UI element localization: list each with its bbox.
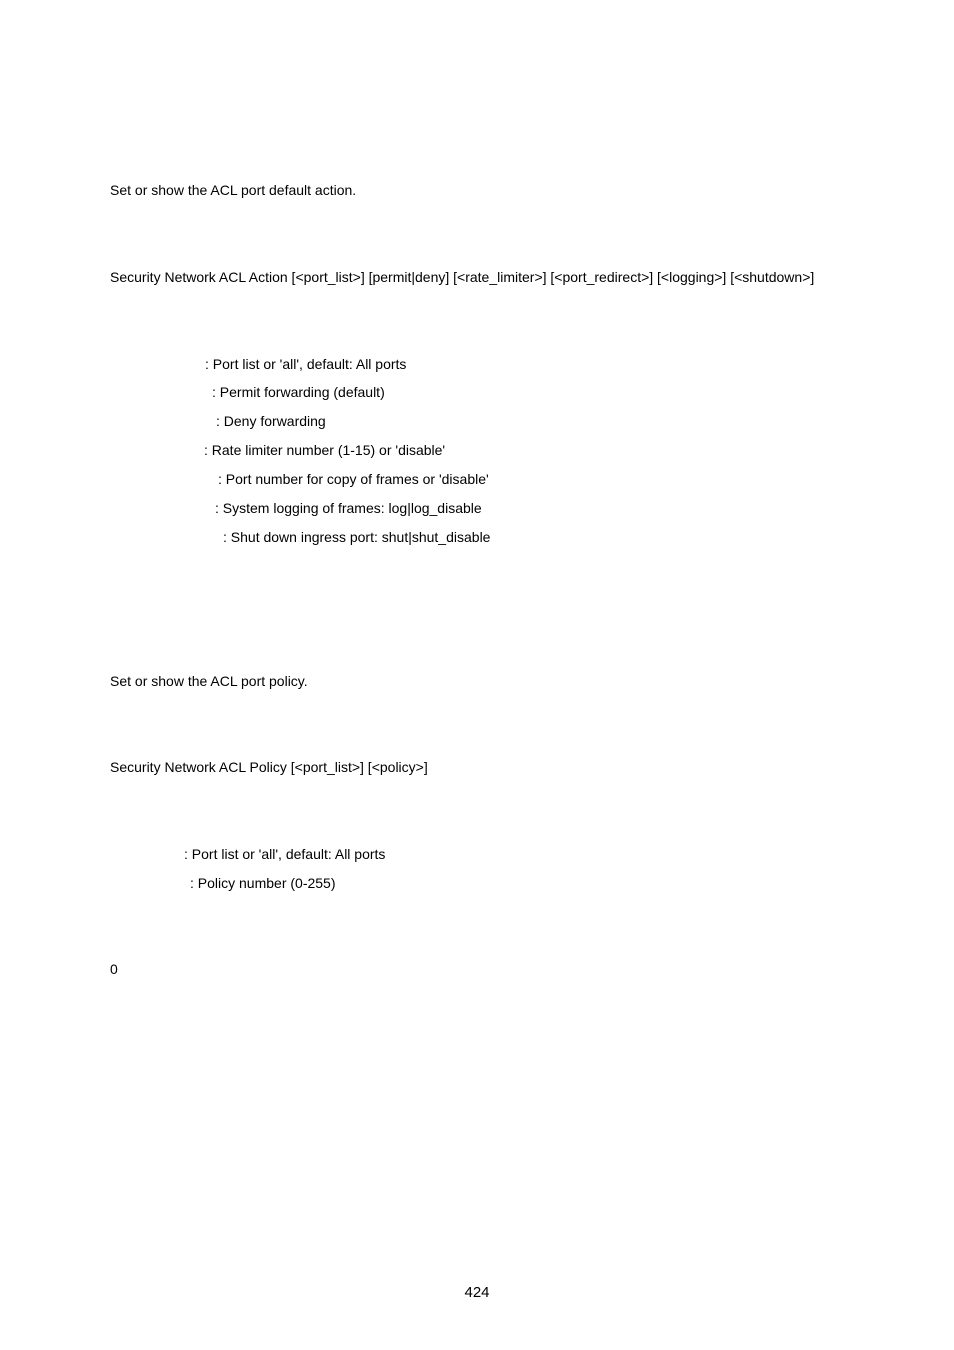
param-rate-limiter: : Rate limiter number (1-15) or 'disable' bbox=[204, 442, 446, 458]
page-number: 424 bbox=[464, 1284, 490, 1301]
acl-policy-syntax: Security Network ACL Policy [<port_list>] [<policy>] bbox=[110, 759, 428, 775]
param-logging: : System logging of frames: log|log_disable bbox=[215, 500, 482, 516]
acl-action-syntax: Security Network ACL Action [<port_list>] [permit|deny] [<rate_limiter>] [<port_redirect>] [<logging>] [<shutdown>] bbox=[110, 269, 815, 285]
param-permit: : Permit forwarding (default) bbox=[212, 384, 385, 400]
param-port-redirect: : Port number for copy of frames or 'disable' bbox=[218, 471, 489, 487]
param-deny: : Deny forwarding bbox=[216, 413, 326, 429]
param-policy-number: : Policy number (0-255) bbox=[190, 875, 336, 891]
param-shutdown: : Shut down ingress port: shut|shut_disable bbox=[223, 529, 491, 545]
param-port-list: : Port list or 'all', default: All ports bbox=[205, 356, 407, 372]
acl-policy-description: Set or show the ACL port policy. bbox=[110, 673, 308, 689]
default-value: 0 bbox=[110, 961, 118, 977]
acl-action-description: Set or show the ACL port default action. bbox=[110, 182, 357, 198]
param-policy-port-list: : Port list or 'all', default: All ports bbox=[184, 846, 386, 862]
